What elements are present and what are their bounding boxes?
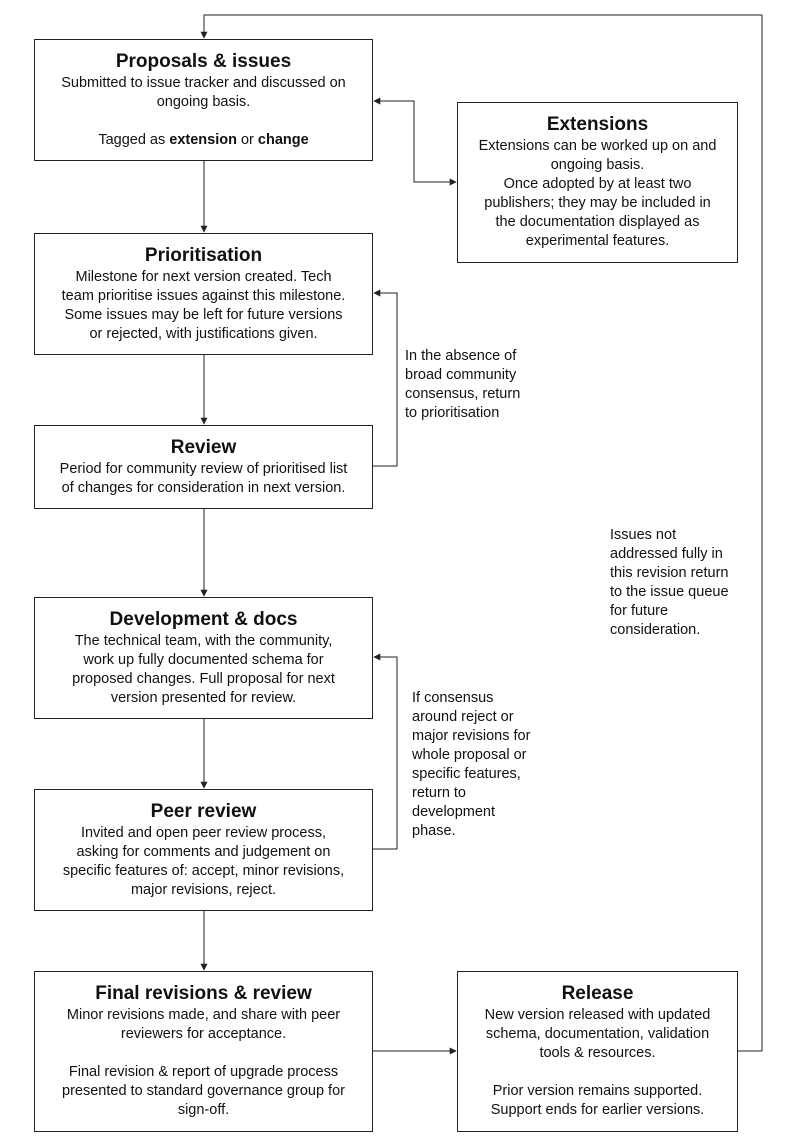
box-line: The technical team, with the community, [74, 633, 333, 649]
box-line: asking for comments and judgement on [76, 844, 331, 860]
arrow-proposals-extensions [374, 101, 456, 182]
box-title: Release [561, 983, 634, 1004]
note-issues-not-addressed [610, 526, 760, 640]
box-title: Final revisions & review [95, 983, 312, 1004]
box-line: or rejected, with justifications given. [89, 326, 318, 342]
note-reject-return-development [412, 689, 562, 841]
box-line: Extensions can be worked up on and [478, 138, 717, 154]
arrow-review-to-prioritisation [373, 293, 397, 466]
note-line: to prioritisation [405, 405, 500, 421]
box-line: presented to standard governance group for [62, 1083, 345, 1099]
box-line: Some issues may be left for future versions [64, 307, 343, 323]
box-title: Development & docs [109, 609, 298, 630]
note-line: Issues not [610, 527, 677, 543]
note-line: consideration. [610, 622, 701, 638]
box-title: Peer review [150, 801, 257, 822]
arrow-peer-review-to-development [373, 657, 397, 849]
box-line: sign-off. [177, 1102, 230, 1118]
box-prioritisation [34, 233, 373, 355]
box-line: publishers; they may be included in [484, 195, 711, 211]
box-peer-review [34, 789, 373, 911]
box-line: ongoing basis. [156, 94, 251, 110]
box-line: Milestone for next version created. Tech [75, 269, 332, 285]
box-line: ongoing basis. [550, 157, 645, 173]
box-line: New version released with updated [484, 1007, 711, 1023]
note-line: major revisions for [412, 728, 531, 744]
tag-extension: extension [169, 132, 237, 148]
note-line: whole proposal or [412, 747, 527, 763]
box-line: team prioritise issues against this milestone. [61, 288, 346, 304]
box-line: work up fully documented schema for [83, 652, 324, 668]
box-line: reviewers for acceptance. [120, 1026, 287, 1042]
note-line: around reject or [412, 709, 514, 725]
box-line: Final revision & report of upgrade process [68, 1064, 339, 1080]
box-line: the documentation displayed as [495, 214, 700, 230]
note-line: development [412, 804, 496, 820]
box-line: Period for community review of prioritised list [59, 461, 348, 477]
note-line: phase. [412, 823, 456, 839]
tag-change: change [257, 132, 309, 148]
box-line: Prior version remains supported. [492, 1083, 703, 1099]
note-line: to the issue queue [610, 584, 729, 600]
box-line: schema, documentation, validation [485, 1026, 710, 1042]
box-title: Prioritisation [144, 245, 263, 266]
note-line: specific features, [412, 766, 521, 782]
box-development-docs [34, 597, 373, 719]
box-line: of changes for consideration in next version. [61, 480, 346, 496]
note-line: broad community [405, 367, 517, 383]
box-extensions [457, 102, 738, 263]
box-release [457, 971, 738, 1132]
tag-line [35, 131, 372, 150]
note-line: If consensus [412, 690, 494, 706]
box-line: Once adopted by at least two [503, 176, 692, 192]
tag-prefix: Tagged as [98, 132, 170, 148]
box-line: specific features of: accept, minor revisions, [62, 863, 345, 879]
box-line: tools & resources. [539, 1045, 656, 1061]
note-line: return to [412, 785, 466, 801]
box-title: Proposals & issues [115, 51, 292, 72]
box-line: Minor revisions made, and share with peer [66, 1007, 341, 1023]
box-line: version presented for review. [110, 690, 297, 706]
box-title: Review [170, 437, 237, 458]
box-line: major revisions, reject. [130, 882, 277, 898]
box-line: experimental features. [525, 233, 670, 249]
note-line: this revision return [610, 565, 729, 581]
note-consensus-return-prioritisation [405, 347, 555, 423]
box-title: Extensions [546, 114, 649, 135]
note-line: addressed fully in [610, 546, 723, 562]
note-line: consensus, return [405, 386, 521, 402]
box-review [34, 425, 373, 509]
box-line: Invited and open peer review process, [80, 825, 327, 841]
box-line: Submitted to issue tracker and discussed on [61, 75, 346, 91]
note-line: In the absence of [405, 348, 517, 364]
box-proposals-issues [34, 39, 373, 161]
box-line: Support ends for earlier versions. [490, 1102, 705, 1118]
note-line: for future [610, 603, 669, 619]
box-line: proposed changes. Full proposal for next [72, 671, 335, 687]
box-final-revisions [34, 971, 373, 1132]
tag-or: or [236, 132, 258, 148]
